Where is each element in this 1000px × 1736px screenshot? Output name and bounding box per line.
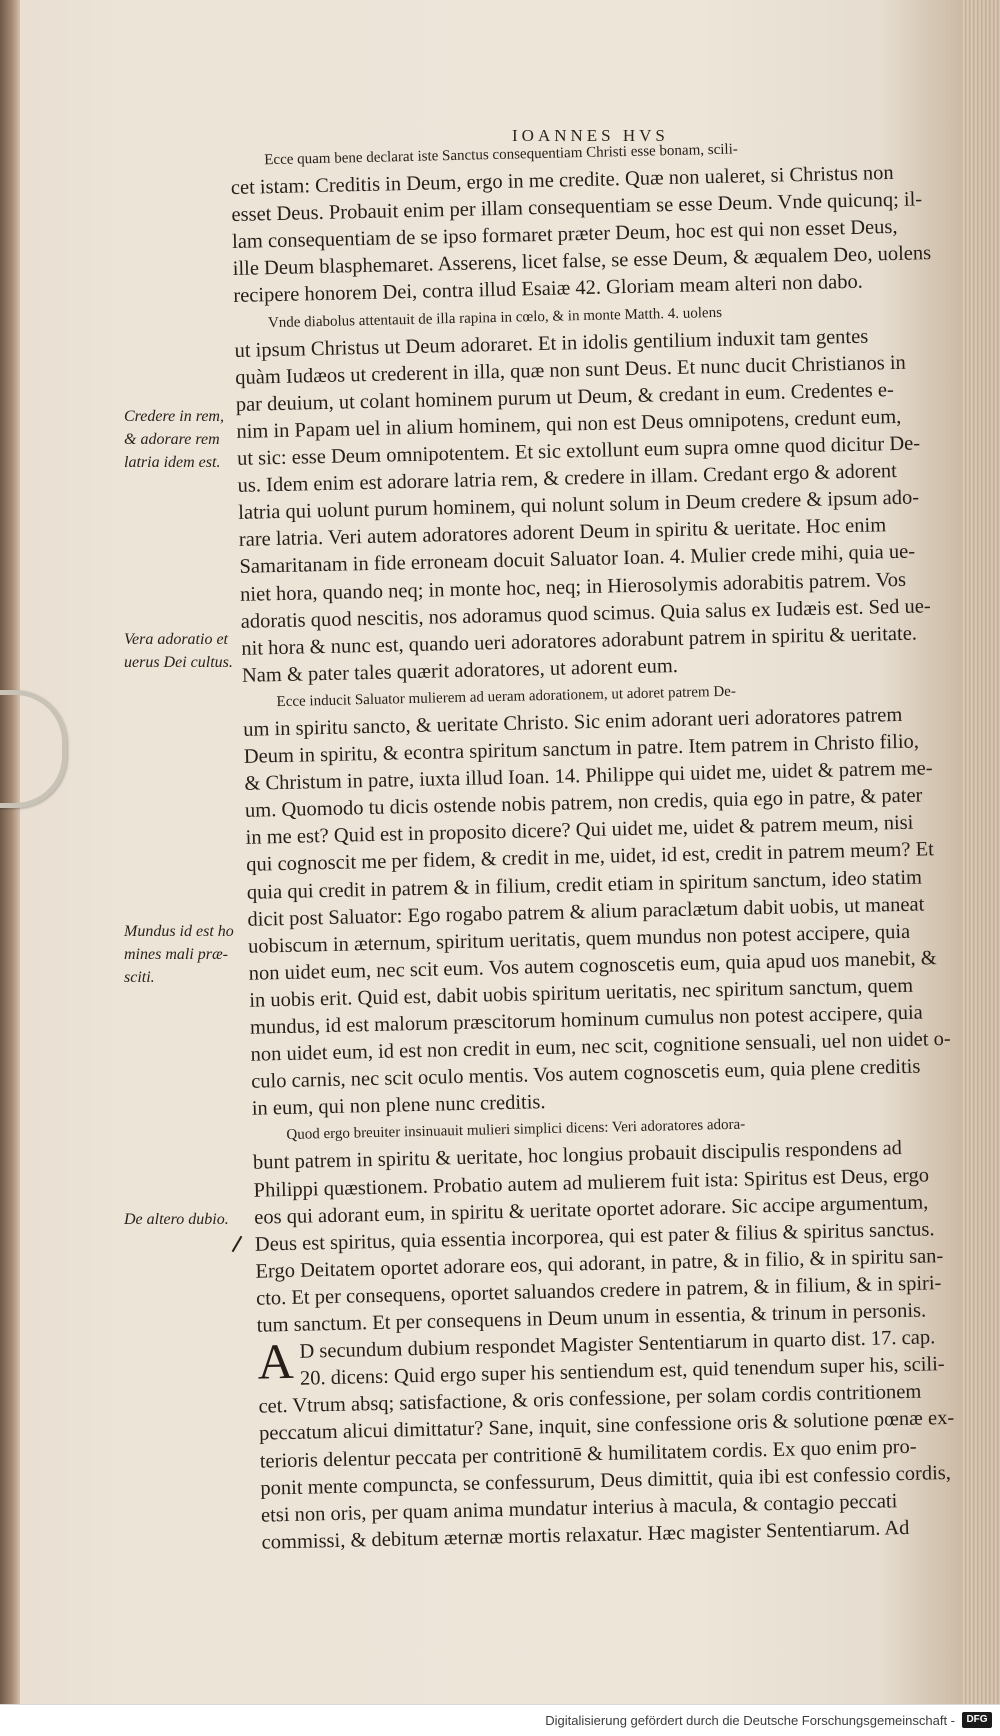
text-line: Ergo Deitatem oportet adorare eos, qui adorant, in patre, & in filio, & in spiritu san- (255, 1244, 944, 1283)
text-line: commissi, & debitum æternæ mortis relaxatur. Hæc magister Sententiarum. Ad (261, 1516, 910, 1554)
text-line: bunt patrem in spiritu & ueritate, hoc longius probauit discipulis respondens ad (252, 1137, 903, 1175)
text-line: peccatum alicui dimittatur? Sane, inquit, sine confessione oris & solutione pœnæ ex- (258, 1407, 955, 1446)
text-line: 20. dicens: Quid ergo super his sentiendum est, quid tenendum super his, scili- (299, 1353, 945, 1390)
text-line: cet istam: Creditis in Deum, ergo in me credite. Quæ non ualeret, si Christus non (230, 162, 894, 200)
text-line: quàm Iudæos ut crederent in illa, quæ non sunt Deus. Et nunc ducit Christianos in (234, 351, 907, 389)
drop-initial: A (256, 1333, 295, 1390)
text-line: ille Deum blasphemaret. Asserens, licet false, se esse Deum, & æqualem Deo, uolens (232, 242, 932, 281)
text-line: adoratis quod nescitis, nos adoramus quod scimus. Quia salus ex Iudæis est. Sed ue- (240, 594, 931, 633)
text-line: rare latria. Veri autem adoratores adorent Deum in spiritu & ueritate. Hoc enim (238, 514, 887, 552)
main-text-column (230, 131, 1000, 1556)
marginal-line: latria idem est. (124, 454, 221, 471)
text-line: esset Deus. Probauit enim per illam consequentiam se esse Deum. Vnde quicunq; il- (231, 188, 923, 227)
text-line: Vnde diabolus attentauit de illa rapina in cœlo, & in monte Matth. 4. uolens (267, 304, 723, 331)
marginal-line: Vera adoratio et (124, 631, 228, 648)
text-line: cet. Vtrum absq; satisfactione, & oris confessione, per solam cordis contritionem (258, 1380, 922, 1418)
text-line: Nam & pater tales quærit adoratores, ut adorent eum. (241, 654, 679, 687)
text-line: eos qui adorant eum, in spiritu & ueritate oportet adorare. Sic accipe argumentum, (254, 1191, 929, 1229)
marginal-note-credere (124, 405, 224, 474)
text-line: latria qui uolunt purum hominem, qui nolunt solum in Deum credere & ipsum ado- (238, 486, 920, 525)
marginal-line: De altero dubio. (124, 1211, 229, 1228)
text-line: culo carnis, nec scit oculo mentis. Vos autem cognoscetis eum, quia plene creditis (250, 1055, 921, 1093)
text-line: quia qui credit in patrem & in filium, credit etiam in spiritum sanctum, ideo statim (246, 866, 923, 904)
marginal-line: Mundus id est ho (124, 923, 234, 940)
text-line: non uidet eum, nec scit eum. Vos autem cognoscetis eum, quia apud uos manebit, & (248, 946, 937, 985)
text-line: um. Quomodo tu dicis ostende nobis patrem, non credis, quia ego in patre, & pater (244, 784, 923, 823)
running-head: IOANNES HVS (512, 126, 669, 145)
marginal-line: Credere in rem, (124, 408, 224, 425)
text-line: Ecce quam bene declarat iste Sanctus consequentiam Christi esse bonam, scili- (264, 141, 738, 169)
text-line: Quod ergo breuiter insinuauit mulieri simplici dicens: Veri adoratores adora- (286, 1116, 746, 1144)
text-line: nit hora & nunc est, quando ueri adoratores adorabunt patrem in spiritu & ueritate. (241, 622, 918, 660)
book-binding (0, 0, 20, 1736)
text-line: Ecce inducit Saluator mulierem ad ueram adorationem, ut adoret patrem De- (276, 683, 737, 710)
text-line: etsi non oris, per quam anima mundatur interius à macula, & contagio peccati (260, 1489, 898, 1527)
dfg-logo-icon: DFG (962, 1712, 992, 1728)
text-line: non uidet eum, id est non credit in eum, nec scit, cognitione sensuali, uel non uidet o- (250, 1027, 951, 1066)
text-line: us. Idem enim est adorare latria rem, & credere in illam. Credant ergo & adorent (237, 460, 898, 498)
text-line: D secundum dubium respondet Magister Sententiarum in quarto dist. 17. cap. (299, 1326, 936, 1363)
paragraph (242, 673, 992, 1123)
text-line: tum sanctum. Et per consequens in Deum unum in essentia, & trinum in personis. (256, 1299, 927, 1337)
text-line: Deus est spiritus, quia essentia incorporea, qui est pater & filius & spiritus sanctus. (254, 1218, 935, 1256)
page-clip-icon (0, 690, 67, 808)
text-line: in me est? Quid est in proposito dicere? Qui uidet me, uidet & patrem meum, nisi (245, 812, 914, 850)
text-line: recipere honorem Dei, contra illud Esaiæ 42. Gloriam meam alteri non dabo. (233, 271, 864, 308)
text-line: & Christum in patre, iuxta illud Ioan. 14. Philippe qui uidet me, uidet & patrem me- (244, 757, 933, 795)
text-line: Deum in spiritu, & econtra spiritum sanctum in patre. Item patrem in Christo filio, (243, 730, 920, 768)
text-line: niet hora, quando neq; in monte hoc, neq; in Hierosolymis adorabitis patrem. Vos (239, 568, 907, 606)
text-line: cto. Et per consequens, oportet saluandos credere in patrem, & in filium, & in spiri- (255, 1272, 942, 1310)
text-line: um in spiritu sancto, & ueritate Christo. Sic enim adorant ueri adoratores patrem (242, 703, 903, 741)
text-line: nim in Papam uel in alium hominem, qui non est Deus omnipotens, credunt eum, (236, 405, 902, 443)
text-line: terioris delentur peccata per contritionē & humilitatem cordis. Ex quo enim pro- (259, 1435, 917, 1473)
paragraph (257, 1323, 1000, 1556)
text-line: ut sic: esse Deum omnipotentem. Et sic extollunt eum supra omne quod dicitur De- (236, 432, 921, 470)
marginal-line: uerus Dei cultus. (124, 654, 233, 671)
digitization-footer (0, 1704, 1000, 1736)
text-line: par deuium, ut colant hominem purum ut Deum, & credant in eum. Credentes e- (235, 378, 895, 416)
marginal-note-de-altero-dubio (124, 1208, 229, 1231)
marginal-line: & adorare rem (124, 431, 220, 448)
marginal-line: mines mali præ- (124, 946, 228, 963)
paragraph (230, 131, 973, 310)
text-line: ponit mente compuncta, se confessurum, Deus dimittit, quia ibi est confessio cordis, (260, 1461, 952, 1500)
text-line: in uobis erit. Quid est, dabit uobis spiritum ueritatis, nec spiritum sanctum, quem (249, 974, 914, 1012)
text-line: Philippi quæstionem. Probatio autem ad mulierem fuit ista: Spiritus est Deus, ergo (253, 1163, 930, 1202)
marginal-note-mundus (124, 920, 234, 989)
paragraph (234, 294, 982, 690)
text-line: mundus, id est malorum præscitorum hominum cumulus non potest accipere, quia (249, 1001, 924, 1039)
paragraph (252, 1106, 997, 1339)
text-line: Samaritanam in fide erroneam docuit Saluator Ioan. 4. Mulier crede mihi, quia ue- (239, 540, 916, 579)
text-line: uobiscum in æternum, spiritum ueritatis, quem mundus non potest accipere, quia (247, 920, 911, 958)
ink-mark (232, 1236, 243, 1253)
text-line: qui cognoscit me per fidem, & credit in me, uidet, id est, credit in patrem meum? Et (246, 838, 935, 877)
marginal-line: sciti. (124, 969, 155, 986)
text-line: dicit post Saluator: Ego rogabo patrem & alium paraclætum dabit uobis, ut maneat (247, 893, 925, 931)
text-line: in eum, qui non plene nunc creditis. (251, 1091, 546, 1121)
footer-credit: Digitalisierung gefördert durch die Deutsche Forschungsgemeinschaft - (545, 1713, 955, 1728)
text-line: lam consequentiam de se ipso formaret præter Deum, hoc est qui non esset Deus, (231, 216, 898, 254)
marginal-note-vera-adoratio (124, 628, 233, 674)
text-line: ut ipsum Christus ut Deum adoraret. Et in idolis gentilium induxit tam gentes (234, 325, 869, 362)
